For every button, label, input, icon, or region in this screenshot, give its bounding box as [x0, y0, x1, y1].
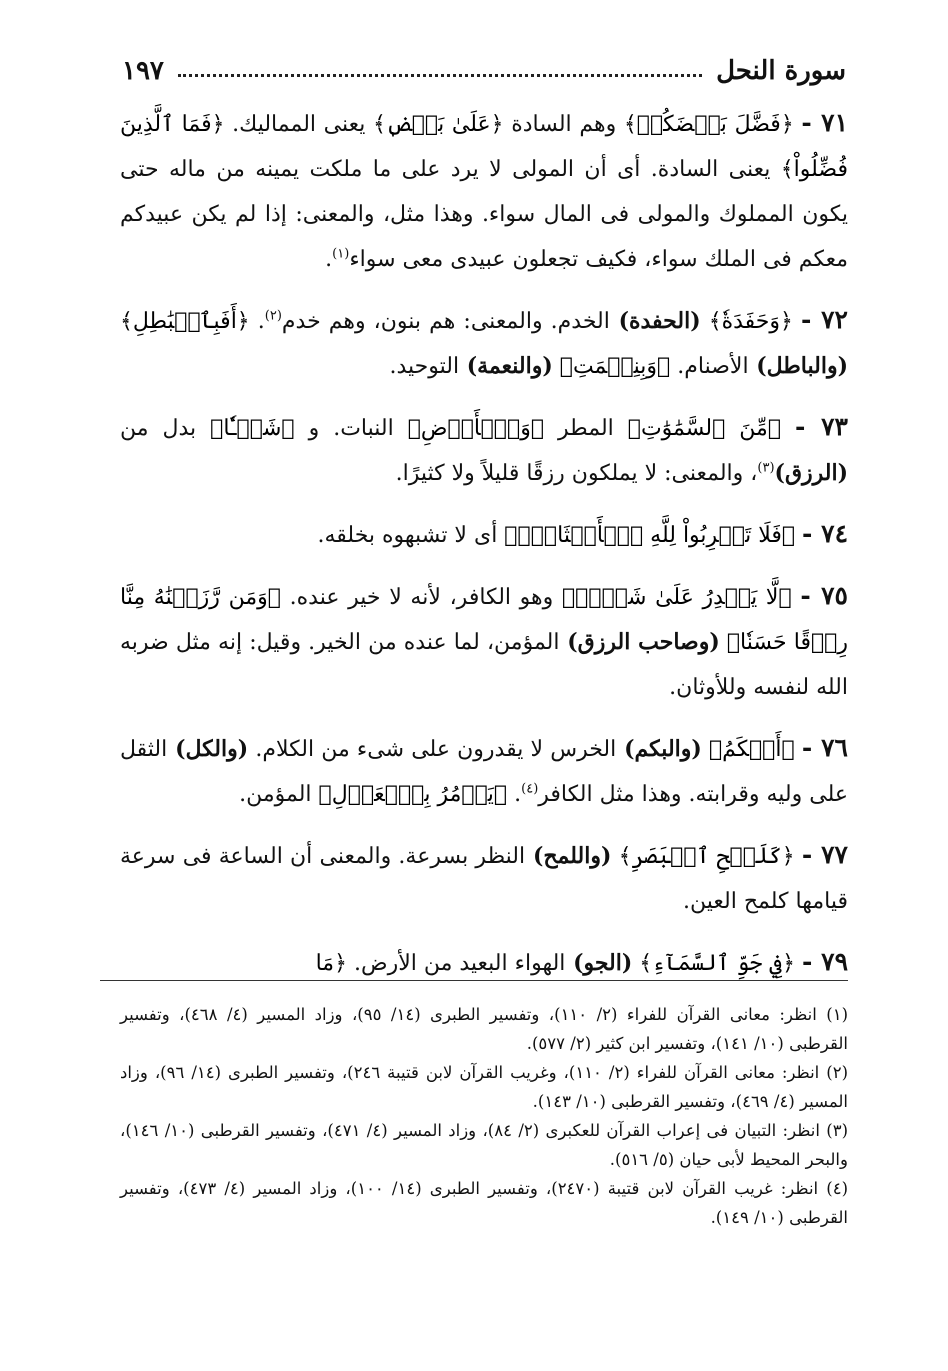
verse-number: ٧٥ - — [800, 581, 848, 610]
main-text — [120, 100, 848, 1001]
footnotes — [120, 1000, 848, 1232]
footnote-4: (٤) انظر: غريب القرآن لابن قتيبة (٢٤٧٠)، وتفسير الطبرى (١٤/ ١٠٠)، وزاد المسير (٤/ ٤٧٣)، وتفسير القرطبى (١٠/ ١٤٩). — [120, 1179, 849, 1227]
entry-paragraph — [120, 725, 848, 817]
quran-quote: ﴿وَبِنِعۡمَتِ﴾ — [552, 354, 671, 379]
verse-number: ٧٢ - — [800, 305, 848, 334]
commentary-text: ، والمعنى: لا يملكون رزقًا قليلاً ولا كثيرًا. — [395, 461, 758, 486]
verse-number: ٧٤ - — [802, 519, 848, 548]
verse-number: ٧٦ - — [801, 733, 848, 762]
commentary-text: . — [507, 782, 522, 807]
commentary-text: المطر — [544, 416, 614, 441]
verse-number: ٧٣ - — [795, 412, 848, 441]
gloss-term: (وصاحب الرزق) — [559, 629, 720, 655]
commentary-text: . — [249, 309, 265, 334]
gloss-term: (والنعمة) — [459, 353, 553, 379]
footnote-1: (١) انظر: معانى القرآن للفراء (٢/ ١١٠)، وتفسير الطبرى (١٤/ ٩٥)، وزاد المسير (٤/ ٤٦٨)، وتفسير القرطبى (١٠/ ١٤١)، وتفسير ابن كثير (٢/ ٥٧٧). — [120, 1005, 848, 1053]
quran-quote: ﴿وَٱلۡأَرۡضِ﴾ — [393, 416, 545, 441]
quran-quote: ﴿مَا — [315, 951, 347, 976]
gloss-term: (الحفدة) — [609, 308, 701, 334]
footnote-ref: (١) — [332, 246, 350, 262]
commentary-text: . — [325, 247, 333, 272]
header-leader-dots — [178, 74, 702, 77]
page-number: ١٩٧ — [122, 56, 164, 86]
footnote-ref: (٣) — [757, 460, 775, 476]
quran-quote: ﴿وَمَن رَّزَقۡنَٰهُ مِنَّا رِزۡقًا حَسَنٗا﴾ — [120, 585, 848, 655]
footnote-2: (٢) انظر: معانى القرآن للفراء (٢/ ١١٠)، وغريب القرآن لابن قتيبة ٢٤٦)، وتفسير الطبرى (١٤/ ٩٦)، وزاد المسير (٤/ ٤٦٩)، وتفسير القرطبى (١٠/ ١٤٣). — [120, 1063, 848, 1111]
quran-quote: ﴿فَضَّلَ بَعۡضَكُمۡ﴾ — [616, 112, 802, 137]
quran-quote: ﴿لَّا يَقۡدِرُ عَلَىٰ شَيۡءٖ﴾ — [553, 585, 801, 610]
quran-quote: ﴿شَيۡـٔٗا﴾ — [196, 416, 295, 441]
commentary-text: النظر بسرعة. والمعنى أن الساعة فى سرعة قيامها كلمح العين. — [120, 844, 848, 914]
quran-quote: ﴿أَفَبِٱلۡبَٰطِلِ﴾ — [120, 309, 250, 334]
commentary-text: أى لا تشبهوه بخلقه. — [317, 523, 498, 548]
commentary-text: المؤمن، لما عنده من الخير. وقيل: إنه مثل ضربه الله لنفسه وللأوثان. — [120, 630, 848, 700]
verse-number: ٧٧ - — [801, 840, 848, 869]
footnote-3: (٣) انظر: التبيان فى إعراب القرآن للعكبرى (٢/ ٨٤)، وزاد المسير (٤/ ٤٧١)، وتفسير القرطبى (١٠/ ١٤٦)، والبحر المحيط لأبى حيان (٥/ ٥١٦). — [120, 1121, 848, 1169]
footnote-ref: (٢) — [264, 308, 282, 324]
commentary-text: الأصنام. — [670, 354, 749, 379]
commentary-text: التوحيد. — [389, 354, 460, 379]
quran-quote: ﴿فَلَا تَضۡرِبُواْ لِلَّهِ ٱلۡأَمۡثَالَۚ﴾ — [497, 523, 803, 548]
commentary-text: يعنى المماليك. — [224, 112, 366, 137]
verse-number: ٧١ - — [801, 108, 848, 137]
gloss-term: (والكل) — [167, 736, 249, 762]
entry-paragraph — [120, 573, 848, 710]
gloss-term: (والباطل) — [748, 353, 848, 379]
quran-quote: ﴿فَمَا ٱلَّذِينَ فُضِّلُواْ﴾ — [120, 112, 848, 182]
footnote-separator — [100, 980, 848, 981]
commentary-text: المؤمن. — [239, 782, 312, 807]
quran-quote: ﴿فِي جَوِّ ٱلسَّمَآءِ﴾ — [632, 951, 803, 976]
commentary-text: النبات. و — [294, 416, 394, 441]
commentary-text: الخدم. والمعنى: هم بنون، وهم خدم — [281, 309, 610, 334]
verse-number: ٧٩ - — [802, 947, 848, 976]
entry-paragraph — [120, 832, 848, 924]
quran-quote: ﴿عَلَىٰ بَعۡضٖ﴾ — [365, 112, 504, 137]
running-header — [122, 46, 846, 86]
quran-quote: ﴿وَحَفَدَةٗ﴾ — [700, 309, 801, 334]
commentary-text: الثقل على وليه وقرابته. وهذا مثل الكافر — [120, 737, 848, 807]
commentary-text: الهواء البعيد من الأرض. — [346, 951, 566, 976]
entry-paragraph — [120, 939, 848, 986]
footnote-ref: (٤) — [521, 781, 539, 797]
gloss-term: (الجو) — [565, 950, 633, 976]
commentary-text: بدل من — [120, 416, 197, 441]
entry-paragraph — [120, 511, 848, 558]
commentary-text: يعنى السادة. أى أن المولى لا يرد على ما ملكت يمينه من ماله حتى يكون المملوك والمولى فى المال سواء. وهذا مثل، والمعنى: إذا لم يكن عبيدكم معكم فى الملك سواء، فكيف تجعلون عبيدى معى سواء — [120, 157, 848, 272]
gloss-term: (واللمح) — [525, 843, 612, 869]
entry-paragraph — [120, 404, 848, 496]
commentary-text: الخرس لا يقدرون على شىء من الكلام. — [248, 737, 617, 762]
gloss-term: (الرزق) — [774, 460, 848, 486]
gloss-term: (والبكم) — [616, 736, 702, 762]
sura-title: سورة النحل — [716, 56, 846, 86]
quran-quote: ﴿يَأۡمُرُ بِٱلۡعَدۡلِ﴾ — [311, 782, 508, 807]
quran-quote: ﴿مِّنَ ٱلسَّمَٰوَٰتِ﴾ — [613, 416, 796, 441]
entry-paragraph — [120, 297, 848, 389]
entry-paragraph — [120, 100, 848, 282]
commentary-text: وهو الكافر، لأنه لا خير عنده. — [280, 585, 554, 610]
quran-quote: ﴿أَبۡكَمُ﴾ — [701, 737, 802, 762]
commentary-text: وهم السادة — [503, 112, 617, 137]
quran-quote: ﴿كَلَمۡحِ ٱلۡبَصَرِ﴾ — [611, 844, 802, 869]
